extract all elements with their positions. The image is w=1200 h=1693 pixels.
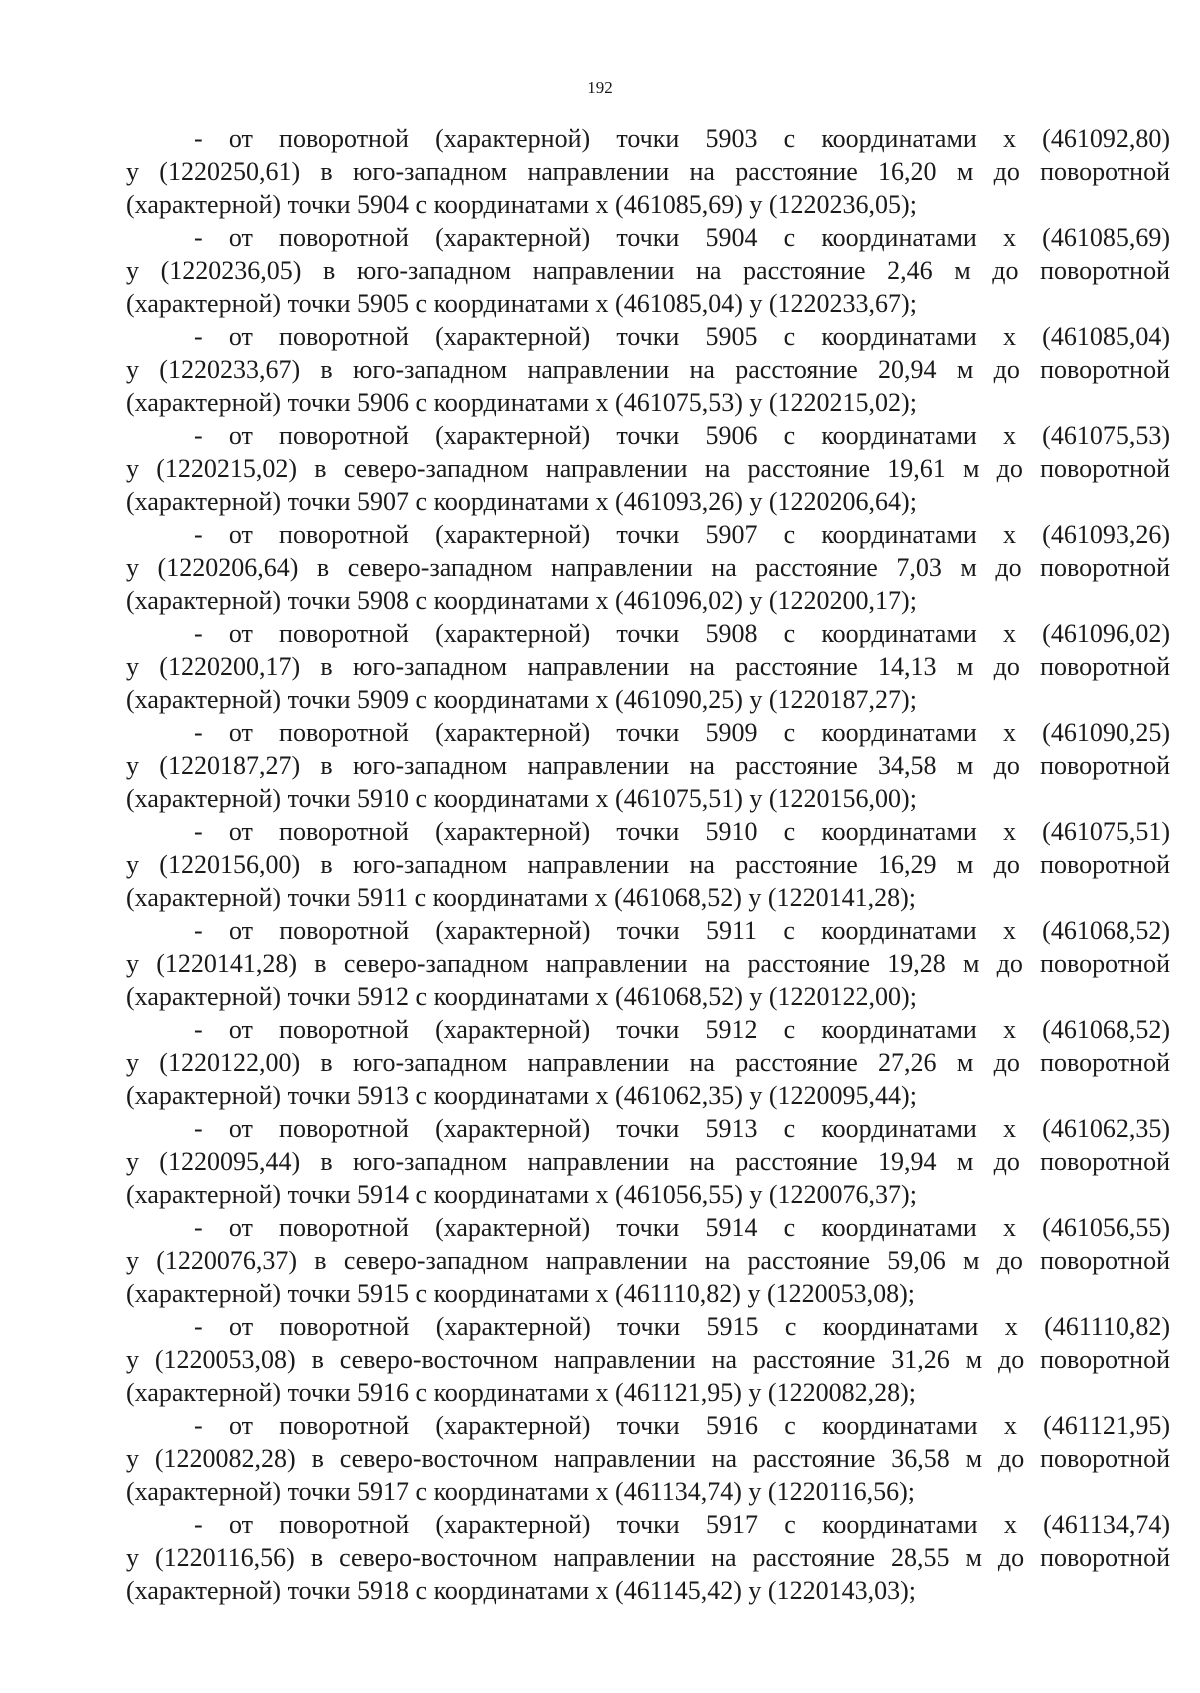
boundary-entry-5914 [126,1211,1170,1310]
entry-line-1: - от поворотной (характерной) точки 5915 с координатами х (461110,82) [194,1312,1170,1341]
entry-line-3: (характерной) точки 5916 с координатами х (461121,95) у (1220082,28); [126,1378,916,1407]
entry-line-2: у (1220236,05) в юго-западном направлении на расстояние 2,46 м до поворотной [126,256,1170,285]
boundary-entry-5911 [126,914,1170,1013]
entry-line-2: у (1220156,00) в юго-западном направлении на расстояние 16,29 м до поворотной [126,850,1170,879]
boundary-entry-5909 [126,716,1170,815]
entry-line-1: - от поворотной (характерной) точки 5914 с координатами х (461056,55) [194,1213,1170,1242]
boundary-entry-5908 [126,617,1170,716]
document-body [126,122,1170,1607]
boundary-entry-5903 [126,122,1170,221]
entry-line-2: у (1220116,56) в северо-восточном направлении на расстояние 28,55 м до поворотной [126,1543,1170,1572]
entry-line-1: - от поворотной (характерной) точки 5909 с координатами х (461090,25) [194,718,1170,747]
entry-line-1: - от поворотной (характерной) точки 5906 с координатами х (461075,53) [194,421,1170,450]
entry-line-1: - от поворотной (характерной) точки 5912 с координатами х (461068,52) [194,1015,1170,1044]
page-number: 192 [587,78,613,97]
entry-line-2: у (1220215,02) в северо-западном направлении на расстояние 19,61 м до поворотной [126,454,1170,483]
boundary-entry-5916 [126,1409,1170,1508]
entry-line-1: - от поворотной (характерной) точки 5907 с координатами х (461093,26) [194,520,1170,549]
boundary-entry-5905 [126,320,1170,419]
boundary-entry-5913 [126,1112,1170,1211]
entry-line-3: (характерной) точки 5910 с координатами х (461075,51) у (1220156,00); [126,784,917,813]
entry-line-1: - от поворотной (характерной) точки 5904 с координатами х (461085,69) [194,223,1170,252]
boundary-entry-5915 [126,1310,1170,1409]
entry-line-2: у (1220095,44) в юго-западном направлении на расстояние 19,94 м до поворотной [126,1147,1170,1176]
entry-line-2: у (1220187,27) в юго-западном направлении на расстояние 34,58 м до поворотной [126,751,1170,780]
entry-line-1: - от поворотной (характерной) точки 5917 с координатами х (461134,74) [194,1510,1170,1539]
entry-line-3: (характерной) точки 5908 с координатами х (461096,02) у (1220200,17); [126,586,917,615]
entry-line-2: у (1220206,64) в северо-западном направлении на расстояние 7,03 м до поворотной [126,553,1170,582]
entry-line-3: (характерной) точки 5906 с координатами х (461075,53) у (1220215,02); [126,388,917,417]
entry-line-3: (характерной) точки 5917 с координатами х (461134,74) у (1220116,56); [126,1477,915,1506]
entry-line-3: (характерной) точки 5911 с координатами х (461068,52) у (1220141,28); [126,883,916,912]
entry-line-3: (характерной) точки 5905 с координатами х (461085,04) у (1220233,67); [126,289,917,318]
entry-line-2: у (1220082,28) в северо-восточном направлении на расстояние 36,58 м до поворотной [126,1444,1170,1473]
entry-line-1: - от поворотной (характерной) точки 5913 с координатами х (461062,35) [194,1114,1170,1143]
entry-line-1: - от поворотной (характерной) точки 5908 с координатами х (461096,02) [194,619,1170,648]
boundary-entry-5917 [126,1508,1170,1607]
entry-line-1: - от поворотной (характерной) точки 5911 с координатами х (461068,52) [194,916,1170,945]
entry-line-3: (характерной) точки 5912 с координатами х (461068,52) у (1220122,00); [126,982,917,1011]
entry-line-2: у (1220250,61) в юго-западном направлении на расстояние 16,20 м до поворотной [126,157,1170,186]
boundary-entry-5912 [126,1013,1170,1112]
entry-line-3: (характерной) точки 5913 с координатами х (461062,35) у (1220095,44); [126,1081,917,1110]
entry-line-1: - от поворотной (характерной) точки 5916 с координатами х (461121,95) [194,1411,1170,1440]
entry-line-1: - от поворотной (характерной) точки 5903 с координатами х (461092,80) [194,124,1170,153]
entry-line-3: (характерной) точки 5904 с координатами х (461085,69) у (1220236,05); [126,190,917,219]
entry-line-2: у (1220122,00) в юго-западном направлении на расстояние 27,26 м до поворотной [126,1048,1170,1077]
boundary-entry-5910 [126,815,1170,914]
entry-line-1: - от поворотной (характерной) точки 5905 с координатами х (461085,04) [194,322,1170,351]
entry-line-2: у (1220141,28) в северо-западном направлении на расстояние 19,28 м до поворотной [126,949,1170,978]
entry-line-3: (характерной) точки 5915 с координатами х (461110,82) у (1220053,08); [126,1279,915,1308]
entry-line-3: (характерной) точки 5909 с координатами х (461090,25) у (1220187,27); [126,685,917,714]
entry-line-3: (характерной) точки 5914 с координатами х (461056,55) у (1220076,37); [126,1180,917,1209]
entry-line-2: у (1220233,67) в юго-западном направлении на расстояние 20,94 м до поворотной [126,355,1170,384]
entry-line-3: (характерной) точки 5918 с координатами х (461145,42) у (1220143,03); [126,1576,916,1605]
boundary-entry-5906 [126,419,1170,518]
entry-line-3: (характерной) точки 5907 с координатами х (461093,26) у (1220206,64); [126,487,917,516]
entry-line-1: - от поворотной (характерной) точки 5910 с координатами х (461075,51) [194,817,1170,846]
boundary-entry-5904 [126,221,1170,320]
entry-line-2: у (1220076,37) в северо-западном направлении на расстояние 59,06 м до поворотной [126,1246,1170,1275]
entry-line-2: у (1220200,17) в юго-западном направлении на расстояние 14,13 м до поворотной [126,652,1170,681]
boundary-entry-5907 [126,518,1170,617]
entry-line-2: у (1220053,08) в северо-восточном направлении на расстояние 31,26 м до поворотной [126,1345,1170,1374]
